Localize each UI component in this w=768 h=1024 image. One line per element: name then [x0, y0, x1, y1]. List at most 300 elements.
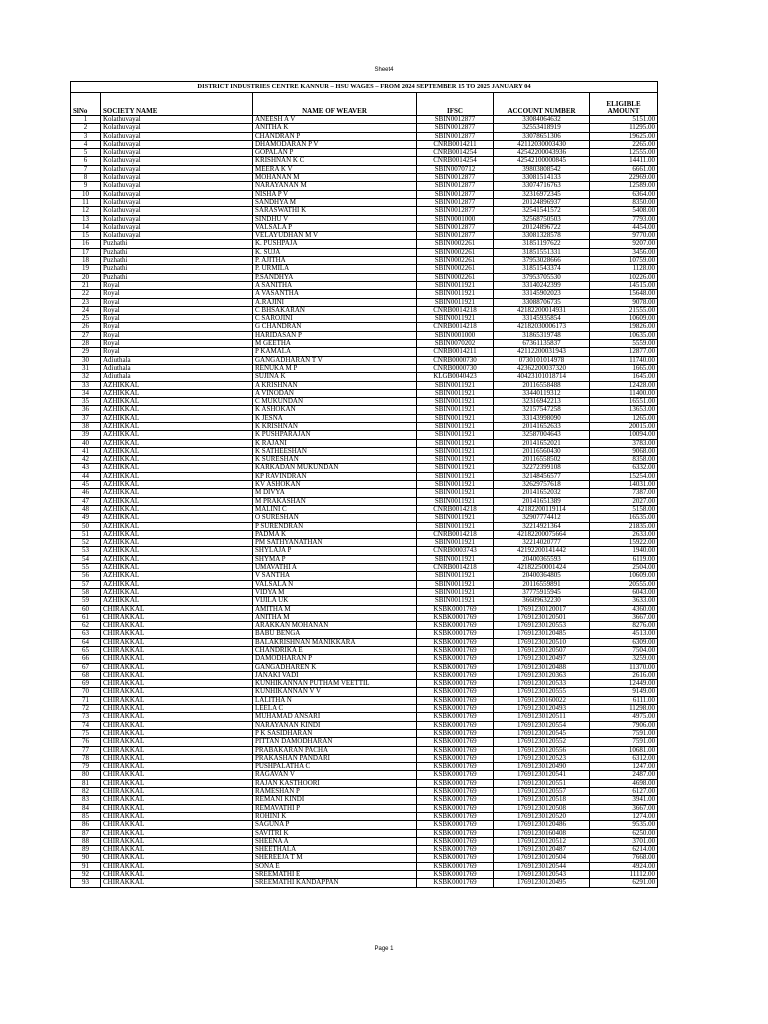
sheet-name: Sheet4: [374, 67, 394, 73]
row-account-number: 42112200031943: [494, 348, 590, 356]
row-account-number: 31851551331: [494, 248, 590, 256]
row-weaver-name: P. AJITHA: [253, 257, 417, 265]
table-row: [71, 348, 658, 356]
row-slno: 41: [71, 447, 101, 455]
row-weaver-name: BABU BENGA: [253, 630, 417, 638]
row-amount: 1665.00: [590, 364, 658, 372]
row-slno: 6: [71, 157, 101, 165]
row-weaver-name: SAVITRI K: [253, 829, 417, 837]
row-ifsc: SBIN0011921: [417, 514, 494, 522]
row-slno: 37: [71, 414, 101, 422]
table-row: [71, 290, 658, 298]
row-society: Kolathuvayal: [101, 207, 253, 215]
table-row: [71, 298, 658, 306]
row-amount: 12877.00: [590, 348, 658, 356]
row-weaver-name: SHEENA A: [253, 837, 417, 845]
row-account-number: 40423101018714: [494, 373, 590, 381]
table-row: [71, 812, 658, 820]
row-society: Puzhathi: [101, 257, 253, 265]
row-account-number: 17691230120495: [494, 879, 590, 887]
row-amount: 9770.00: [590, 232, 658, 240]
row-ifsc: SBIN0012877: [417, 116, 494, 124]
table-row: [71, 116, 658, 124]
row-ifsc: CNRB0014218: [417, 505, 494, 513]
row-slno: 85: [71, 812, 101, 820]
row-amount: 2504.00: [590, 564, 658, 572]
row-ifsc: SBIN0012877: [417, 182, 494, 190]
row-amount: 4454.00: [590, 223, 658, 231]
row-slno: 3: [71, 132, 101, 140]
row-slno: 20: [71, 273, 101, 281]
row-society: AZHIKKAL: [101, 489, 253, 497]
row-slno: 91: [71, 862, 101, 870]
row-account-number: 17691230120555: [494, 688, 590, 696]
table-row: [71, 605, 658, 613]
row-weaver-name: KRISHNAN K C: [253, 157, 417, 165]
table-row: [71, 356, 658, 364]
row-amount: 20555.00: [590, 580, 658, 588]
row-account-number: 20141652032: [494, 489, 590, 497]
row-weaver-name: PM SATHYANATHAN: [253, 539, 417, 547]
row-weaver-name: SINDHU V: [253, 215, 417, 223]
row-amount: 13653.00: [590, 406, 658, 414]
row-ifsc: SBIN0011921: [417, 398, 494, 406]
row-society: Puzhathi: [101, 273, 253, 281]
row-slno: 93: [71, 879, 101, 887]
table-row: [71, 331, 658, 339]
row-amount: 3783.00: [590, 439, 658, 447]
row-weaver-name: RAGAVAN V: [253, 771, 417, 779]
row-account-number: 33440119312: [494, 389, 590, 397]
row-ifsc: SBIN0070202: [417, 340, 494, 348]
row-amount: 14031.00: [590, 481, 658, 489]
row-society: CHIRAKKAL: [101, 688, 253, 696]
row-account-number: 20124896937: [494, 198, 590, 206]
row-amount: 6250.00: [590, 829, 658, 837]
row-society: CHIRAKKAL: [101, 663, 253, 671]
row-account-number: 37775915945: [494, 588, 590, 596]
row-society: AZHIKKAL: [101, 389, 253, 397]
table-row: [71, 124, 658, 132]
table-row: [71, 572, 658, 580]
row-society: Kolathuvayal: [101, 232, 253, 240]
row-account-number: 33084064632: [494, 116, 590, 124]
row-society: AZHIKKAL: [101, 555, 253, 563]
row-weaver-name: M GEETHA: [253, 340, 417, 348]
row-weaver-name: VALSALA P: [253, 223, 417, 231]
row-account-number: 32316972345: [494, 190, 590, 198]
row-amount: 11295.00: [590, 124, 658, 132]
row-weaver-name: K RAJANI: [253, 439, 417, 447]
row-ifsc: KSBK0001769: [417, 671, 494, 679]
row-amount: 16535.00: [590, 514, 658, 522]
row-account-number: 17691230120504: [494, 854, 590, 862]
table-row: [71, 240, 658, 248]
row-amount: 10609.00: [590, 315, 658, 323]
row-amount: 1940.00: [590, 547, 658, 555]
table-row: [71, 207, 658, 215]
row-slno: 15: [71, 232, 101, 240]
row-ifsc: SBIN0012877: [417, 207, 494, 215]
row-amount: 11400.00: [590, 389, 658, 397]
table-row: [71, 165, 658, 173]
row-society: AZHIKKAL: [101, 597, 253, 605]
row-society: AZHIKKAL: [101, 472, 253, 480]
row-weaver-name: P KAMALA: [253, 348, 417, 356]
row-weaver-name: JANAKI VADI: [253, 671, 417, 679]
row-account-number: 17691230120511: [494, 713, 590, 721]
row-amount: 6312.00: [590, 754, 658, 762]
row-weaver-name: MUHAMAD ANSARI: [253, 713, 417, 721]
row-slno: 44: [71, 472, 101, 480]
row-society: CHIRAKKAL: [101, 862, 253, 870]
row-weaver-name: C MUKUNDAN: [253, 398, 417, 406]
row-slno: 34: [71, 389, 101, 397]
row-account-number: 20116558502: [494, 456, 590, 464]
row-account-number: 17691230120363: [494, 671, 590, 679]
row-account-number: 17691230120508: [494, 804, 590, 812]
row-society: CHIRAKKAL: [101, 705, 253, 713]
row-weaver-name: KUNHIKANNAN PUTHAM VEETTIL: [253, 680, 417, 688]
row-slno: 12: [71, 207, 101, 215]
row-society: CHIRAKKAL: [101, 796, 253, 804]
row-account-number: 32148456577: [494, 472, 590, 480]
col-header-society: SOCIETY NAME: [101, 93, 253, 116]
row-account-number: 17691230120543: [494, 871, 590, 879]
row-account-number: 33074716763: [494, 182, 590, 190]
row-amount: 5158.00: [590, 505, 658, 513]
row-ifsc: KSBK0001769: [417, 638, 494, 646]
row-ifsc: KSBK0001769: [417, 713, 494, 721]
row-amount: 8350.00: [590, 198, 658, 206]
row-society: Kolathuvayal: [101, 140, 253, 148]
row-amount: 2616.00: [590, 671, 658, 679]
table-row: [71, 613, 658, 621]
row-weaver-name: MALINI C: [253, 505, 417, 513]
row-weaver-name: A VASANTHA: [253, 290, 417, 298]
row-weaver-name: KARKADAN MUKUNDAN: [253, 464, 417, 472]
row-account-number: 17691230120554: [494, 721, 590, 729]
row-amount: 12449.00: [590, 680, 658, 688]
row-account-number: 42542200043936: [494, 149, 590, 157]
row-weaver-name: A VINODAN: [253, 389, 417, 397]
row-ifsc: SBIN0012877: [417, 198, 494, 206]
row-slno: 56: [71, 572, 101, 580]
row-weaver-name: VELAYUDHAN M V: [253, 232, 417, 240]
row-account-number: 17691230120493: [494, 705, 590, 713]
table-row: [71, 439, 658, 447]
row-society: Kolathuvayal: [101, 198, 253, 206]
row-slno: 57: [71, 580, 101, 588]
row-slno: 38: [71, 422, 101, 430]
row-weaver-name: KUNHIKANNAN V V: [253, 688, 417, 696]
row-ifsc: SBIN0011921: [417, 439, 494, 447]
row-ifsc: KSBK0001769: [417, 804, 494, 812]
row-ifsc: KSBK0001769: [417, 837, 494, 845]
row-ifsc: KSBK0001769: [417, 605, 494, 613]
table-row: [71, 721, 658, 729]
row-amount: 7387.00: [590, 489, 658, 497]
row-society: CHIRAKKAL: [101, 854, 253, 862]
row-amount: 10094.00: [590, 431, 658, 439]
row-weaver-name: G CHANDRAN: [253, 323, 417, 331]
row-weaver-name: K SATHEESHAN: [253, 447, 417, 455]
row-society: Kolathuvayal: [101, 116, 253, 124]
row-slno: 24: [71, 306, 101, 314]
row-ifsc: SBIN0011921: [417, 447, 494, 455]
row-amount: 6291.00: [590, 879, 658, 887]
row-amount: 3633.00: [590, 597, 658, 605]
row-account-number: 32553418919: [494, 124, 590, 132]
row-amount: 14515.00: [590, 281, 658, 289]
table-row: [71, 174, 658, 182]
table-row: [71, 788, 658, 796]
page-footer: Page 1: [374, 946, 394, 952]
row-ifsc: SBIN0012877: [417, 132, 494, 140]
row-weaver-name: K JESNA: [253, 414, 417, 422]
row-account-number: 20124896722: [494, 223, 590, 231]
row-society: Royal: [101, 323, 253, 331]
table-row: [71, 680, 658, 688]
row-weaver-name: K. PUSHPAJA: [253, 240, 417, 248]
row-slno: 27: [71, 331, 101, 339]
row-slno: 62: [71, 622, 101, 630]
row-society: Kolathuvayal: [101, 132, 253, 140]
row-weaver-name: VALSALA N: [253, 580, 417, 588]
row-ifsc: SBIN0011921: [417, 555, 494, 563]
row-amount: 4513.00: [590, 630, 658, 638]
row-weaver-name: V SANTHA: [253, 572, 417, 580]
row-amount: 14411.00: [590, 157, 658, 165]
row-society: Kolathuvayal: [101, 190, 253, 198]
row-amount: 5408.00: [590, 207, 658, 215]
row-account-number: 20400364805: [494, 572, 590, 580]
row-slno: 39: [71, 431, 101, 439]
row-society: AZHIKKAL: [101, 530, 253, 538]
row-ifsc: KSBK0001769: [417, 854, 494, 862]
row-account-number: 17691230120551: [494, 779, 590, 787]
row-slno: 11: [71, 198, 101, 206]
row-weaver-name: LALITHA N: [253, 696, 417, 704]
row-account-number: 42182200014931: [494, 306, 590, 314]
row-society: Kolathuvayal: [101, 157, 253, 165]
row-amount: 9207.00: [590, 240, 658, 248]
row-ifsc: SBIN0011921: [417, 315, 494, 323]
row-account-number: 17691230160022: [494, 696, 590, 704]
row-amount: 7668.00: [590, 854, 658, 862]
table-row: [71, 381, 658, 389]
table-row: [71, 796, 658, 804]
row-society: Royal: [101, 331, 253, 339]
row-slno: 9: [71, 182, 101, 190]
table-row: [71, 398, 658, 406]
header-row: [71, 93, 658, 116]
row-society: Kolathuvayal: [101, 149, 253, 157]
row-account-number: 17691230120501: [494, 613, 590, 621]
row-weaver-name: REMANI KINDI: [253, 796, 417, 804]
row-ifsc: SBIN0002261: [417, 240, 494, 248]
row-account-number: 17691230160408: [494, 829, 590, 837]
row-ifsc: KSBK0001769: [417, 779, 494, 787]
row-weaver-name: AMITHA M: [253, 605, 417, 613]
row-slno: 54: [71, 555, 101, 563]
row-ifsc: KSBK0001769: [417, 796, 494, 804]
row-ifsc: CNRB0003743: [417, 547, 494, 555]
row-weaver-name: MOHANAN M: [253, 174, 417, 182]
row-ifsc: SBIN0011921: [417, 422, 494, 430]
row-society: CHIRAKKAL: [101, 696, 253, 704]
row-amount: 22969.00: [590, 174, 658, 182]
row-slno: 47: [71, 497, 101, 505]
row-slno: 30: [71, 356, 101, 364]
table-row: [71, 315, 658, 323]
row-slno: 69: [71, 680, 101, 688]
row-account-number: 17691230120507: [494, 647, 590, 655]
row-society: CHIRAKKAL: [101, 871, 253, 879]
row-society: AZHIKKAL: [101, 564, 253, 572]
row-weaver-name: SHEETHALA: [253, 846, 417, 854]
row-account-number: 32214921364: [494, 522, 590, 530]
row-ifsc: KSBK0001769: [417, 622, 494, 630]
row-society: Royal: [101, 298, 253, 306]
table-row: [71, 705, 658, 713]
row-society: CHIRAKKAL: [101, 622, 253, 630]
row-society: Puzhathi: [101, 248, 253, 256]
row-amount: 6364.00: [590, 190, 658, 198]
row-weaver-name: GOPALAN P: [253, 149, 417, 157]
row-account-number: 17691230120512: [494, 837, 590, 845]
row-account-number: 33088706735: [494, 298, 590, 306]
row-slno: 71: [71, 696, 101, 704]
row-amount: 19625.00: [590, 132, 658, 140]
row-ifsc: SBIN0002261: [417, 248, 494, 256]
row-ifsc: SBIN0011921: [417, 290, 494, 298]
table-row: [71, 340, 658, 348]
row-amount: 6111.00: [590, 696, 658, 704]
row-society: CHIRAKKAL: [101, 655, 253, 663]
row-weaver-name: KV ASHOKAN: [253, 481, 417, 489]
row-slno: 73: [71, 713, 101, 721]
table-row: [71, 622, 658, 630]
row-society: AZHIKKAL: [101, 497, 253, 505]
row-slno: 17: [71, 248, 101, 256]
row-weaver-name: K KRISHNAN: [253, 422, 417, 430]
row-account-number: 31865319748: [494, 331, 590, 339]
row-ifsc: CNRB0014218: [417, 564, 494, 572]
row-account-number: 31851197622: [494, 240, 590, 248]
row-ifsc: KSBK0001769: [417, 871, 494, 879]
row-slno: 77: [71, 746, 101, 754]
row-slno: 2: [71, 124, 101, 132]
row-ifsc: SBIN0002261: [417, 265, 494, 273]
row-account-number: 42362200037320: [494, 364, 590, 372]
row-amount: 1645.00: [590, 373, 658, 381]
row-weaver-name: SUJINA K: [253, 373, 417, 381]
row-account-number: 17691230120523: [494, 754, 590, 762]
row-amount: 4975.00: [590, 713, 658, 721]
table-row: [71, 497, 658, 505]
row-weaver-name: C SAROJINI: [253, 315, 417, 323]
row-society: CHIRAKKAL: [101, 647, 253, 655]
row-account-number: 67361135837: [494, 340, 590, 348]
row-society: AZHIKKAL: [101, 422, 253, 430]
row-society: Royal: [101, 281, 253, 289]
row-slno: 23: [71, 298, 101, 306]
row-amount: 12589.00: [590, 182, 658, 190]
row-weaver-name: UMAVATHI A: [253, 564, 417, 572]
row-amount: 2633.00: [590, 530, 658, 538]
row-weaver-name: PRAKASHAN PANDARI: [253, 754, 417, 762]
row-weaver-name: C BHSAKARAN: [253, 306, 417, 314]
row-society: Kolathuvayal: [101, 124, 253, 132]
table-row: [71, 837, 658, 845]
row-weaver-name: ANITHA M: [253, 613, 417, 621]
row-ifsc: SBIN0011921: [417, 298, 494, 306]
table-row: [71, 588, 658, 596]
row-weaver-name: P. URMILA: [253, 265, 417, 273]
row-amount: 11112.00: [590, 871, 658, 879]
row-society: AZHIKKAL: [101, 381, 253, 389]
row-amount: 12428.00: [590, 381, 658, 389]
row-ifsc: KSBK0001769: [417, 763, 494, 771]
row-account-number: 17691230120545: [494, 729, 590, 737]
row-slno: 21: [71, 281, 101, 289]
table-row: [71, 638, 658, 646]
row-slno: 43: [71, 464, 101, 472]
row-ifsc: KSBK0001769: [417, 630, 494, 638]
row-amount: 6214.00: [590, 846, 658, 854]
row-weaver-name: SARASWATHI K: [253, 207, 417, 215]
table-row: [71, 564, 658, 572]
row-ifsc: SBIN0012877: [417, 232, 494, 240]
row-account-number: 17691230120520: [494, 812, 590, 820]
row-society: AZHIKKAL: [101, 439, 253, 447]
row-society: Kolathuvayal: [101, 223, 253, 231]
row-ifsc: SBIN0011921: [417, 389, 494, 397]
row-account-number: 20141652021: [494, 439, 590, 447]
row-ifsc: CNRB0014218: [417, 323, 494, 331]
row-society: Royal: [101, 340, 253, 348]
row-ifsc: CNRB0014218: [417, 530, 494, 538]
row-society: AZHIKKAL: [101, 414, 253, 422]
row-society: Royal: [101, 290, 253, 298]
row-amount: 9535.00: [590, 821, 658, 829]
row-slno: 31: [71, 364, 101, 372]
row-society: CHIRAKKAL: [101, 879, 253, 887]
row-amount: 10759.00: [590, 257, 658, 265]
table-row: [71, 389, 658, 397]
row-ifsc: SBIN0002261: [417, 273, 494, 281]
row-society: CHIRAKKAL: [101, 829, 253, 837]
row-slno: 14: [71, 223, 101, 231]
table-row: [71, 223, 658, 231]
table-row: [71, 829, 658, 837]
row-account-number: 37953705530: [494, 273, 590, 281]
row-account-number: 37953028666: [494, 257, 590, 265]
row-weaver-name: SHEREEJA T M: [253, 854, 417, 862]
row-slno: 60: [71, 605, 101, 613]
row-amount: 20015.00: [590, 422, 658, 430]
table-row: [71, 406, 658, 414]
row-account-number: 32541541572: [494, 207, 590, 215]
row-account-number: 20141652633: [494, 422, 590, 430]
row-account-number: 42182200119114: [494, 505, 590, 513]
row-amount: 7591.00: [590, 738, 658, 746]
row-slno: 80: [71, 771, 101, 779]
row-slno: 53: [71, 547, 101, 555]
row-slno: 82: [71, 788, 101, 796]
row-slno: 89: [71, 846, 101, 854]
